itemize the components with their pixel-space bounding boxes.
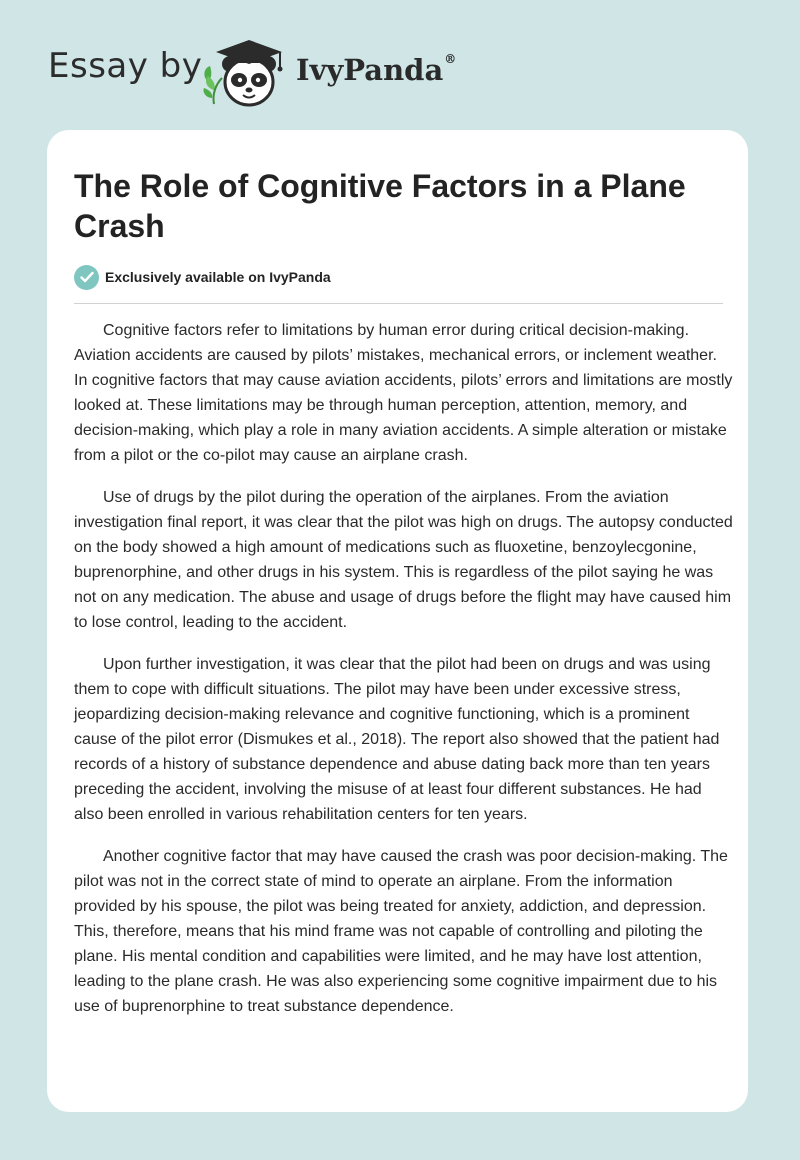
exclusive-badge-label: Exclusively available on IvyPanda [105,269,331,285]
essay-paragraph: Use of drugs by the pilot during the operation of the airplanes. From the aviation investigation final report, it was clear that the pilot was high on drugs. The autopsy conducted on the body showed a high amount of medications such as fluoxetine, benzoylecgonine, buprenorphine, and other drugs in his system. This is regardless of the pilot saying he was not on any medication. The abuse and usage of drugs before the flight may have caused him to lose control, leading to the accident. [74,489,733,631]
essay-title: The Role of Cognitive Factors in a Plane Crash [74,168,686,244]
essay-by-label: Essay by [48,46,203,86]
essay-paragraph: Another cognitive factor that may have caused the crash was poor decision-making. The pilot was not in the correct state of mind to operate an airplane. From the information provided by his spouse, the pilot was being treated for anxiety, addiction, and depression. This, therefore, means that his mind frame was not capable of controlling and piloting the plane. His mental condition and capabilities were limited, and he may have lost attention, leading to the plane crash. He was also experiencing some cognitive impairment due to his use of buprenorphine to treat substance dependence. [74,848,728,1015]
brand-name[interactable] [296,53,456,87]
essay-paragraph: Upon further investigation, it was clear that the pilot had been on drugs and was using them to cope with difficult situations. The pilot may have been under excessive stress, jeopardizing decision-making relevance and cognitive functioning, which is a prominent cause of the pilot error (Dismukes et al., 2018). The report also showed that the patient had records of a history of substance dependence and abuse dating back more than ten years preceding the accident, involving the misuse of at least four different substances. He had also been enrolled in various rehabilitation centers for ten years. [74,656,720,823]
exclusive-badge [74,264,331,290]
essay-card [47,130,748,1112]
panda-graduate-icon[interactable] [200,38,292,110]
title-divider [74,303,723,304]
essay-body [74,318,734,1036]
registered-mark: ® [444,52,457,67]
check-circle-icon [74,265,99,290]
essay-paragraph: Cognitive factors refer to limitations by human error during critical decision-making. Aviation accidents are caused by pilots’ mistakes, mechanical errors, or inclement weather. In cognitive factors that may cause aviation accidents, pilots’ errors and limitations are mostly looked at. These limitations may be through human perception, attention, memory, and decision-making, which play a role in many aviation accidents. A simple alteration or mistake from a pilot or the co-pilot may cause an airplane crash. [74,322,733,464]
brand-name-text: IvyPanda [296,53,444,87]
site-header [0,0,800,130]
